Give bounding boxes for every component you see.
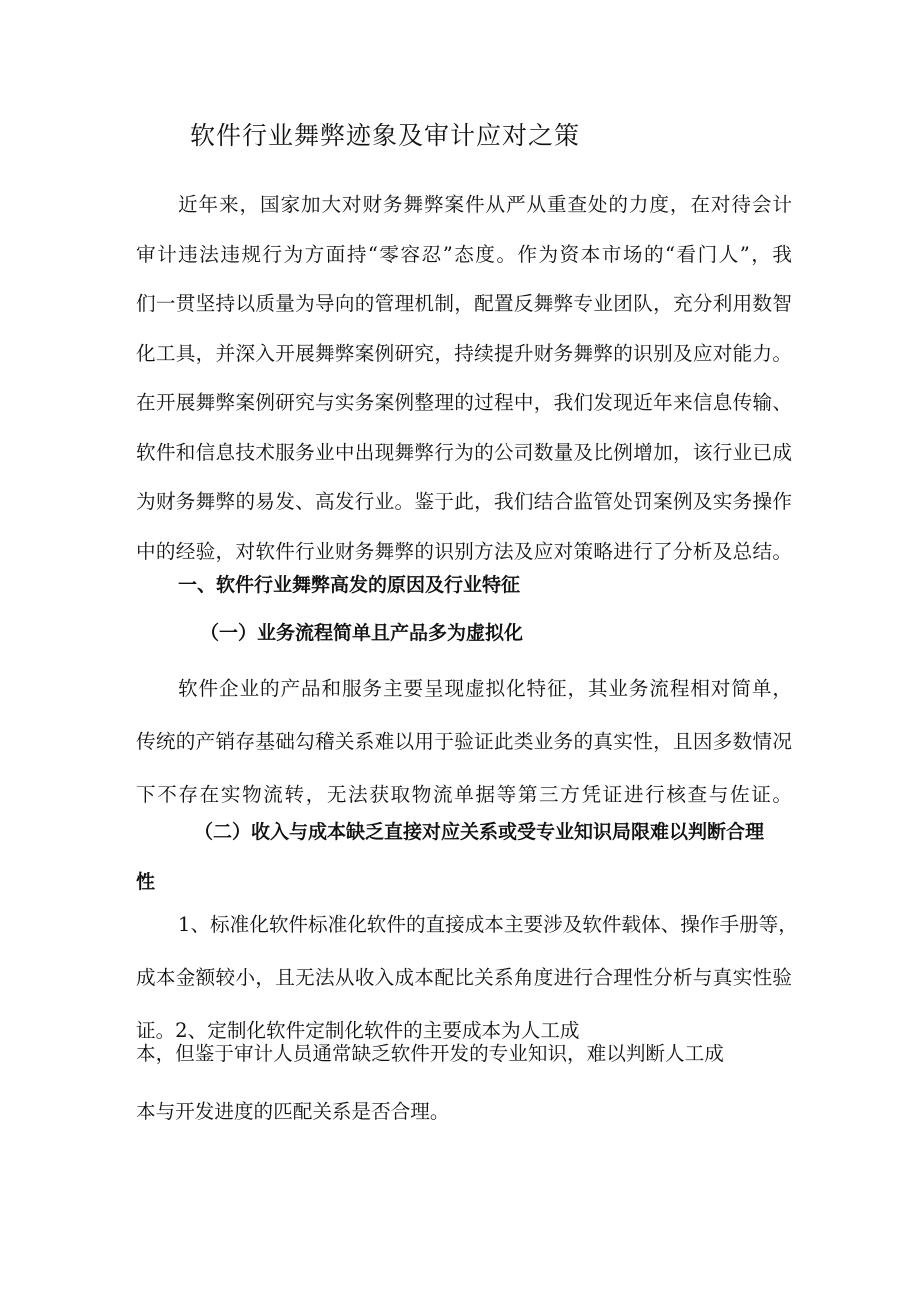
subsection-heading: （一）业务流程简单且产品多为虚拟化 — [200, 622, 524, 644]
intro-paragraph — [136, 180, 792, 576]
text-line: 软件和信息技术服务业中出现舞弊行为的公司数量及比例增加，该行业已成 — [136, 440, 792, 464]
text-line: 近年来，国家加大对财务舞弊案件从严从重查处的力度，在对待会计 — [178, 193, 792, 216]
heading-line: （二）收入与成本缺乏直接对应关系或受专业知识局限难以判断合理 — [194, 821, 765, 843]
text-line: 证。2、定制化软件定制化软件的主要成本为人工成 — [136, 1019, 580, 1042]
text-line: 下不存在实物流转，无法获取物流单据等第三方凭证进行核查与佐证。 — [136, 783, 792, 806]
text-line: 传统的产销存基础勾稽关系难以用于验证此类业务的真实性，且因多数情况 — [136, 730, 792, 753]
text-line: 成本金额较小，且无法从收入成本配比关系角度进行合理性分析与真实性验 — [136, 966, 792, 989]
subsection-paragraph-tail — [136, 1025, 724, 1141]
text-line: 审计违法违规行为方面持“零容忍”态度。作为资本市场的“看门人”，我 — [136, 242, 792, 266]
text-line: 们一贯坚持以质量为导向的管理机制，配置反舞弊专业团队，充分利用数智 — [136, 292, 792, 315]
subsection-paragraph — [136, 662, 792, 821]
text-line: 中的经验，对软件行业财务舞弊的识别方法及应对策略进行了分析及总结。 — [136, 539, 792, 563]
text-line: 化工具，并深入开展舞弊案例研究，持续提升财务舞弊的识别及应对能力。 — [136, 341, 792, 365]
text-line: 在开展舞弊案例研究与实务案例整理的过程中，我们发现近年来信息传输、 — [136, 391, 792, 414]
text-line: 软件企业的产品和服务主要呈现虚拟化特征，其业务流程相对简单， — [178, 677, 792, 700]
text-line: 为财务舞弊的易发、高发行业。鉴于此，我们结合监管处罚案例及实务操作 — [136, 490, 792, 513]
subsection-heading — [136, 807, 792, 907]
section-heading: 一、软件行业舞弊高发的原因及行业特征 — [178, 574, 521, 596]
text-line: 1、标准化软件标准化软件的直接成本主要涉及软件载体、操作手册等， — [178, 913, 798, 936]
document-title: 软件行业舞弊迹象及审计应对之策 — [190, 121, 581, 150]
heading-line: 性 — [136, 871, 156, 893]
text-line: 本，但鉴于审计人员通常缺乏软件开发的专业知识，难以判断人工成 — [136, 1042, 724, 1065]
text-line: 本与开发进度的匹配关系是否合理。 — [136, 1100, 450, 1123]
